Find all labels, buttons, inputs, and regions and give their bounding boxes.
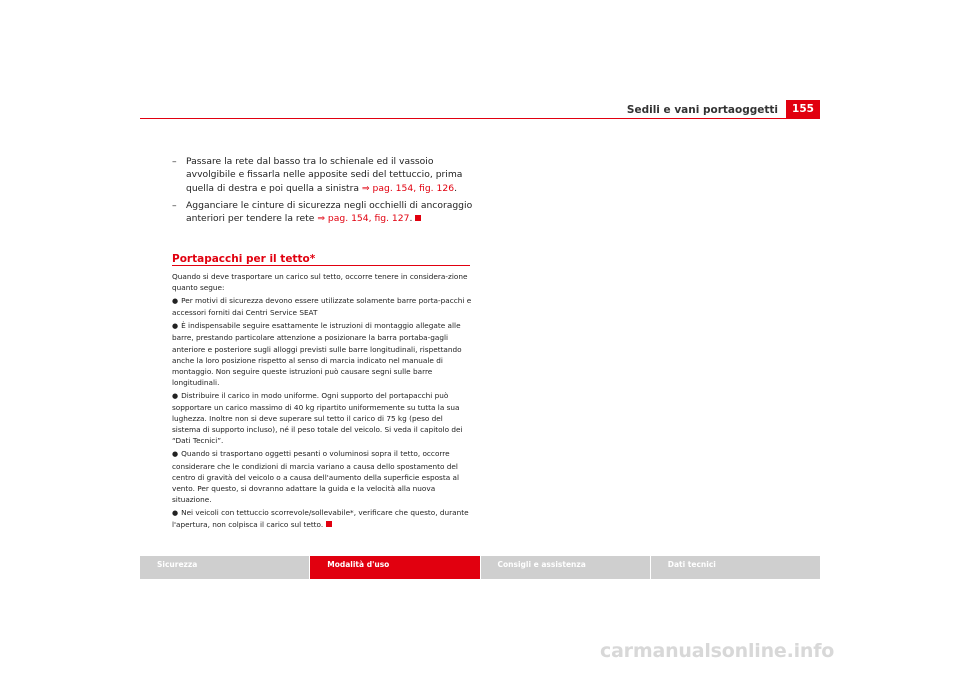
step-dash: – (172, 200, 177, 211)
bullet-icon: ● (172, 322, 179, 331)
bullet-icon: ● (172, 391, 179, 400)
step-tail: . (409, 213, 413, 225)
bullet-item (172, 448, 472, 504)
watermark-text: carmanualsonline.info (600, 640, 835, 662)
bullet-text: Distribuire il carico in modo uniforme. Ogni supporto del portapacchi può sopportare un carico massimo di 40 kg ripartito uniformemente su tutta la sua lughezza. Inoltre non si deve superare sul tetto il carico di 75 kg (peso del sistema di supporto incluso), né il peso totale del veicolo. Si veda il capitolo dei “Dati Tecnici”. (172, 390, 463, 446)
step-text: Passare la rete dal basso tra lo schienale ed il vassoio avvolgibile e fissarla nelle apposite sedi del tettuccio, prima quella di destra e poi quella a sinistra (186, 156, 463, 194)
step-tail: . (454, 182, 457, 194)
section-rule (172, 265, 470, 266)
step-text: Agganciare le cinture di sicurezza negli occhielli di ancoraggio anteriori per tendere la rete (186, 200, 473, 225)
section-intro: Quando si deve trasportare un carico sul tetto, occorre tenere in considera-zione quanto segue: (172, 272, 468, 293)
section-body (172, 271, 472, 532)
bullet-item (172, 390, 472, 446)
header-title: Sedili e vani portaoggetti (626, 104, 778, 116)
bullet-text: Per motivi di sicurezza devono essere utilizzate solamente barre porta-pacchi e accessori forniti dai Centri Service SEAT (172, 296, 472, 318)
footer-tab-sicurezza[interactable]: Sicurezza (140, 556, 309, 579)
footer-tab-modalita-d-uso[interactable]: Modalità d'uso (310, 556, 479, 579)
end-of-section-mark (415, 215, 421, 221)
page-number: 155 (786, 100, 820, 118)
bullet-icon: ● (172, 297, 179, 306)
footer-tab-consigli-e-assistenza[interactable]: Consigli e assistenza (481, 556, 650, 579)
step-item (172, 199, 476, 226)
step-item (172, 155, 476, 195)
bullet-item (172, 507, 472, 530)
footer-navigation (140, 556, 820, 579)
bullet-text: Quando si trasportano oggetti pesanti o voluminosi sopra il tetto, occorre considerare che le condizioni di marcia variano a causa dello spostamento del centro di gravità del veicolo o a causa dell'aumento della superficie esposta al vento. Per questo, si dovranno adattare la guida e la velocità alla nuova situazione. (172, 449, 459, 504)
section-title: Portapacchi per il tetto* (172, 253, 316, 265)
bullet-text: È indispensabile seguire esattamente le istruzioni di montaggio allegate alle barre, prestando particolare attenzione a posizionare la barra portaba-gagli anteriore e posteriore sugli alloggi previsti sulle barre longitudinali, rispettando anche la loro posizione rispetto al senso di marcia indicato nel manuale di montaggio. Non seguire queste istruzioni può causare segni sulle barre longitudinali. (172, 321, 462, 387)
header-rule (140, 118, 820, 119)
end-of-section-mark (326, 521, 332, 527)
footer-tab-dati-tecnici[interactable]: Dati tecnici (651, 556, 820, 579)
bullet-item (172, 295, 472, 318)
step-dash: – (172, 156, 177, 167)
cross-reference-link[interactable]: ⇒ pag. 154, fig. 127 (317, 213, 410, 225)
bullet-icon: ● (172, 508, 179, 517)
bullet-text: Nei veicoli con tettuccio scorrevole/sollevabile*, verificare che questo, durante l'apertura, non colpisca il carico sul tetto. (172, 507, 469, 529)
bullet-icon: ● (172, 450, 179, 459)
bullet-item (172, 320, 472, 388)
cross-reference-link[interactable]: ⇒ pag. 154, fig. 126 (361, 182, 455, 194)
